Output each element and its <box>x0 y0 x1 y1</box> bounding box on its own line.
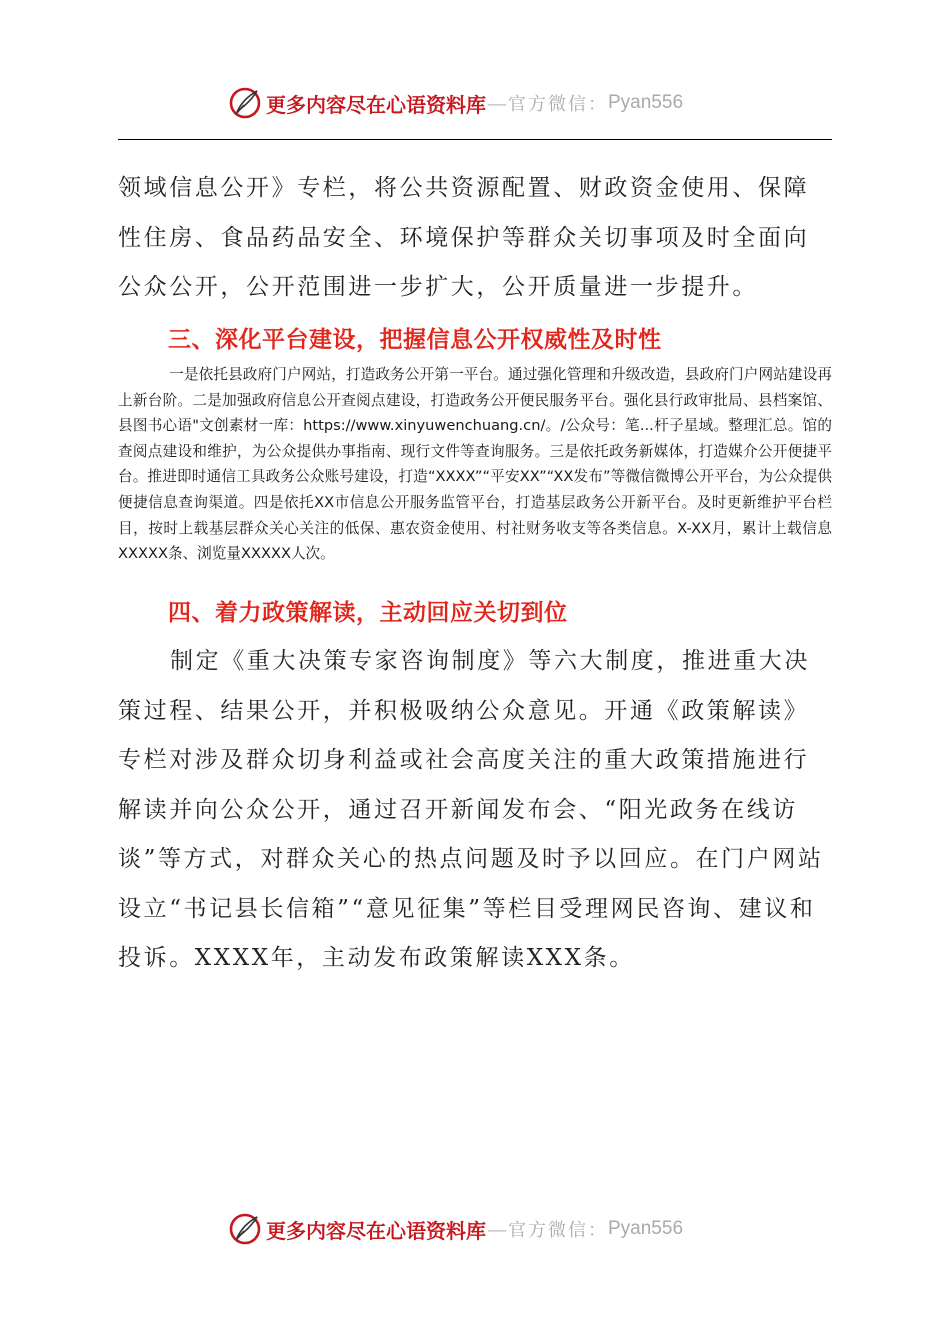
header-watermark <box>228 86 683 120</box>
paragraph-continued: 领域信息公开》专栏，将公共资源配置、财政资金使用、保障性住房、食品药品安全、环境保护等群众关切事项及时全面向公众公开，公开范围进一步扩大，公开质量进一步提升。 <box>118 175 810 300</box>
watermark-id: Pyan556 <box>608 1218 684 1239</box>
watermark-separator: — <box>487 91 507 115</box>
watermark-separator: — <box>487 1217 507 1241</box>
watermark-main-text: 更多内容尽在心语资料库 <box>266 1218 486 1243</box>
quill-logo-icon <box>228 1212 262 1246</box>
paragraph-section-3-text: 一是依托县政府门户网站，打造政务公开第一平台。通过强化管理和升级改造，县政府门户网站建设再上新台阶。二是加强政府信息公开查阅点建设，打造政务公开便民服务平台。强化县行政审批局、县档案馆、县图书心语"文创素材一库：https://www.xinyuwenchuang.cn/。/公众号：笔...杆子星域。整理汇总。馆的查阅点建设和维护，为公众提供办事指南、现行文件等查询服务。三是依托政务新媒体，打造媒介公开便捷平台。推进即时通信工具政务公众账号建设，打造“XXXX”“平安XX”“XX发布”等微信微博公开平台，为公众提供便捷信息查询渠道。四是依托XX市信息公开服务监管平台，打造基层政务公开新平台。及时更新维护平台栏目，按时上载基层群众关心关注的低保、惠农资金使用、村社财务收支等各类信息。X-XX月，累计上载信息XXXXX条、浏览量XXXXX人次。 <box>118 366 832 563</box>
header-divider <box>118 139 832 140</box>
watermark-label: 官方微信： <box>508 1220 608 1241</box>
paragraph-section-3 <box>118 362 832 567</box>
section-heading-3: 三、深化平台建设，把握信息公开权威性及时性 <box>168 327 662 353</box>
watermark-label: 官方微信： <box>508 94 608 115</box>
paragraph-section-4-text: 制定《重大决策专家咨询制度》等六大制度，推进重大决策过程、结果公开，并积极吸纳公众意见。开通《政策解读》专栏对涉及群众切身利益或社会高度关注的重大政策措施进行解读并向公众公开，通过召开新闻发布会、“阳光政务在线访谈”等方式，对群众关心的热点问题及时予以回应。在门户网站设立“书记县长信箱”“意见征集”等栏目受理网民咨询、建议和投诉。XXXX年，主动发布政策解读XXX条。 <box>118 648 824 971</box>
watermark-id: Pyan556 <box>608 92 684 113</box>
paragraph-section-4 <box>118 637 832 984</box>
footer-watermark <box>228 1212 683 1246</box>
quill-logo-icon <box>228 86 262 120</box>
section-heading-4: 四、着力政策解读，主动回应关切到位 <box>168 600 568 626</box>
watermark-main-text: 更多内容尽在心语资料库 <box>266 92 486 117</box>
